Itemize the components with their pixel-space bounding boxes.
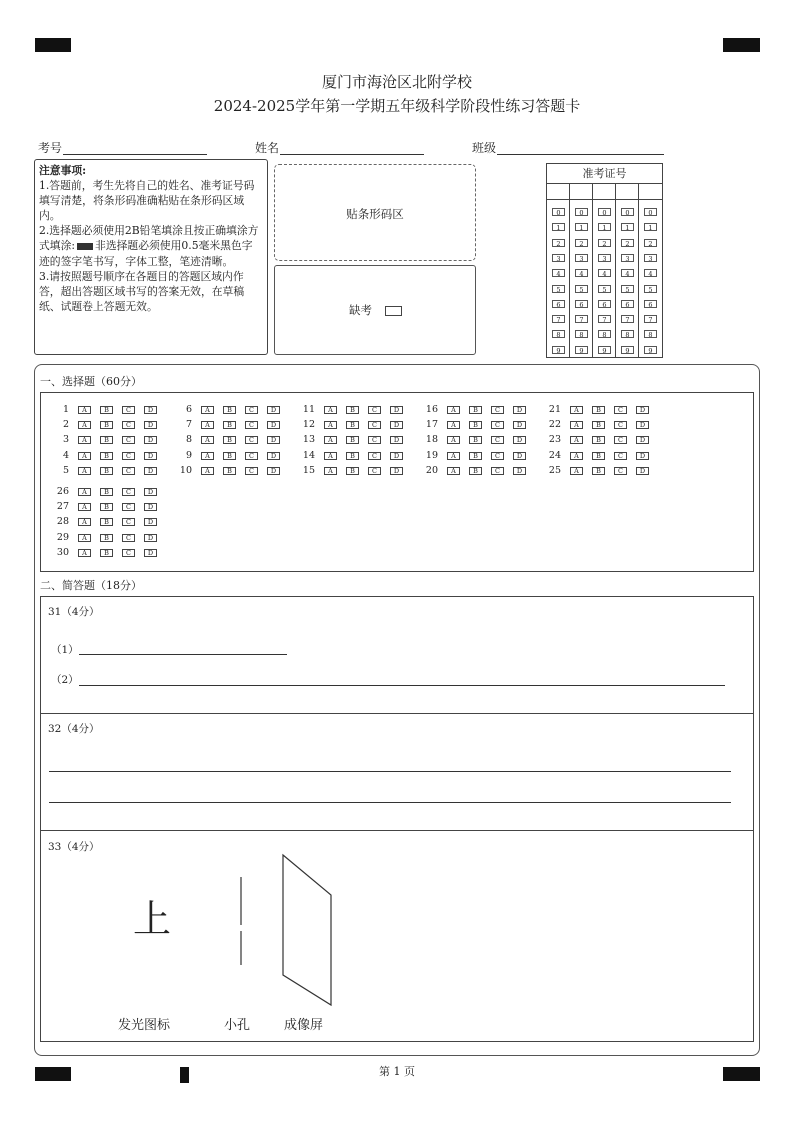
- option-bubble[interactable]: B: [100, 534, 113, 542]
- q32-label: 32（4分）: [48, 723, 100, 735]
- option-bubble[interactable]: C: [122, 503, 135, 511]
- exam-number-field[interactable]: [63, 140, 207, 155]
- exam-id-digit-bubble[interactable]: 9: [621, 346, 634, 354]
- question-number: 1: [62, 404, 69, 415]
- name-field[interactable]: [280, 140, 424, 155]
- exam-title: 2024-2025学年第一学期五年级科学阶段性练习答题卡: [213, 97, 581, 115]
- notice-item-1: 1.答题前，考生先将自己的姓名、准考证号码填写清楚，将条形码准确粘贴在条形码区域内。: [39, 179, 255, 223]
- option-bubble[interactable]: A: [201, 452, 214, 460]
- option-bubble[interactable]: D: [144, 549, 157, 557]
- option-bubble[interactable]: C: [122, 534, 135, 542]
- q31-answer-line-1[interactable]: [79, 654, 287, 655]
- question-number: 18: [425, 434, 438, 446]
- option-bubble[interactable]: A: [324, 421, 337, 429]
- notice-heading: 注意事项:: [39, 164, 87, 177]
- page-number: 第 1 页: [379, 1065, 415, 1078]
- question-number: 4: [62, 449, 69, 461]
- option-bubble[interactable]: D: [144, 421, 157, 429]
- question-number: 26: [56, 486, 69, 497]
- exam-id-digit-bubble[interactable]: 7: [644, 315, 657, 323]
- option-bubble[interactable]: D: [267, 436, 280, 444]
- option-bubble[interactable]: D: [144, 467, 157, 475]
- exam-id-digit-bubble[interactable]: 1: [621, 223, 634, 231]
- option-bubble[interactable]: D: [144, 518, 157, 526]
- option-bubble[interactable]: A: [78, 549, 91, 557]
- option-bubble[interactable]: C: [368, 436, 381, 444]
- option-bubble[interactable]: A: [78, 421, 91, 429]
- question-number: 27: [56, 501, 69, 513]
- option-bubble[interactable]: A: [324, 467, 337, 475]
- option-bubble[interactable]: C: [491, 406, 504, 414]
- option-bubble[interactable]: C: [491, 467, 504, 475]
- alignment-mark-top-right: [723, 38, 760, 52]
- option-bubble[interactable]: A: [324, 436, 337, 444]
- caption-light-source: 发光图标: [118, 1018, 171, 1033]
- option-bubble[interactable]: B: [100, 488, 113, 496]
- option-bubble[interactable]: B: [100, 406, 113, 414]
- option-bubble[interactable]: C: [122, 549, 135, 557]
- option-bubble[interactable]: D: [390, 467, 403, 475]
- option-bubble[interactable]: A: [570, 421, 583, 429]
- exam-id-column: [593, 183, 616, 357]
- field-label-name: 姓名: [255, 141, 280, 155]
- option-bubble[interactable]: B: [469, 467, 482, 475]
- exam-id-digit-bubble[interactable]: 6: [552, 300, 565, 308]
- caption-pinhole: 小孔: [224, 1018, 251, 1033]
- exam-id-digit-bubble[interactable]: 7: [552, 315, 565, 323]
- light-source-glyph: 上: [133, 897, 172, 941]
- absent-box: [274, 265, 476, 355]
- exam-id-column: [616, 183, 639, 357]
- option-bubble[interactable]: C: [614, 406, 627, 414]
- q32-answer-line-2[interactable]: [49, 802, 731, 803]
- exam-id-digit-bubble[interactable]: 1: [598, 223, 611, 231]
- exam-id-digit-bubble[interactable]: 3: [552, 254, 565, 262]
- option-bubble[interactable]: B: [346, 467, 359, 475]
- option-bubble[interactable]: C: [122, 518, 135, 526]
- exam-id-digit-bubble[interactable]: 2: [644, 239, 657, 247]
- option-bubble[interactable]: A: [447, 467, 460, 475]
- notice-item-2: [39, 223, 263, 268]
- exam-id-digit-bubble[interactable]: 3: [621, 254, 634, 262]
- q31-sub1-label: （1）: [51, 644, 79, 656]
- option-bubble[interactable]: D: [144, 436, 157, 444]
- option-bubble[interactable]: C: [122, 421, 135, 429]
- option-bubble[interactable]: A: [201, 406, 214, 414]
- option-bubble[interactable]: C: [491, 421, 504, 429]
- exam-id-digit-bubble[interactable]: 0: [575, 208, 588, 216]
- question-number: 24: [548, 449, 561, 461]
- exam-id-digit-bubble[interactable]: 6: [621, 300, 634, 308]
- option-bubble[interactable]: C: [368, 467, 381, 475]
- q31-sub2-label: （2）: [51, 674, 79, 686]
- option-bubble[interactable]: B: [469, 452, 482, 460]
- field-label-exam-number: 考号: [38, 141, 63, 155]
- option-bubble[interactable]: D: [636, 452, 649, 460]
- option-bubble[interactable]: A: [78, 503, 91, 511]
- question-number: 15: [302, 464, 315, 476]
- option-bubble[interactable]: B: [100, 452, 113, 460]
- option-bubble[interactable]: C: [245, 452, 258, 460]
- option-bubble[interactable]: A: [78, 518, 91, 526]
- exam-id-digit-bubble[interactable]: 0: [644, 208, 657, 216]
- question-number: 21: [548, 404, 561, 415]
- question-number: 5: [62, 464, 69, 476]
- exam-id-digit-bubble[interactable]: 8: [598, 330, 611, 338]
- barcode-area: [274, 164, 476, 261]
- option-bubble[interactable]: B: [100, 421, 113, 429]
- exam-id-digit-bubble[interactable]: 5: [598, 285, 611, 293]
- exam-id-digit-bubble[interactable]: 1: [575, 223, 588, 231]
- q33-area: [40, 830, 754, 1042]
- exam-id-write-cell[interactable]: [570, 183, 592, 200]
- option-bubble[interactable]: B: [592, 467, 605, 475]
- exam-id-digit-bubble[interactable]: 9: [552, 346, 565, 354]
- exam-id-grid: [546, 163, 663, 358]
- option-bubble[interactable]: B: [223, 436, 236, 444]
- exam-id-digit-bubble[interactable]: 5: [621, 285, 634, 293]
- exam-id-digit-bubble[interactable]: 8: [644, 330, 657, 338]
- exam-id-column: [547, 183, 570, 357]
- pinhole-diagram: [41, 831, 755, 1043]
- exam-id-digit-bubble[interactable]: 3: [598, 254, 611, 262]
- option-bubble[interactable]: A: [570, 436, 583, 444]
- question-number: 28: [56, 516, 69, 528]
- choice-area: [40, 392, 754, 572]
- exam-id-digit-bubble[interactable]: 8: [552, 330, 565, 338]
- question-number: 13: [302, 434, 315, 446]
- option-bubble[interactable]: B: [592, 436, 605, 444]
- notice-item-2b: 非选择题必须使用0.5毫米黑色字迹的签字笔书写，字体工整，笔迹清晰。: [39, 239, 253, 268]
- school-name: 厦门市海沧区北附学校: [321, 73, 472, 91]
- exam-id-digit-bubble[interactable]: 1: [644, 223, 657, 231]
- option-bubble[interactable]: C: [368, 452, 381, 460]
- question-number: 2: [62, 419, 69, 431]
- option-bubble[interactable]: B: [469, 436, 482, 444]
- option-bubble[interactable]: A: [447, 452, 460, 460]
- class-field[interactable]: [497, 140, 664, 155]
- question-number: 10: [179, 464, 192, 476]
- option-bubble[interactable]: D: [513, 406, 526, 414]
- exam-id-digit-bubble[interactable]: 0: [598, 208, 611, 216]
- question-number: 17: [425, 419, 438, 431]
- option-bubble[interactable]: B: [346, 436, 359, 444]
- exam-id-digit-bubble[interactable]: 7: [598, 315, 611, 323]
- exam-id-digit-bubble[interactable]: 2: [621, 239, 634, 247]
- option-bubble[interactable]: A: [570, 406, 583, 414]
- option-bubble[interactable]: D: [390, 436, 403, 444]
- exam-id-digit-bubble[interactable]: 3: [644, 254, 657, 262]
- question-number: 25: [548, 464, 561, 476]
- question-number: 30: [56, 546, 69, 558]
- exam-id-digit-bubble[interactable]: 9: [644, 346, 657, 354]
- option-bubble[interactable]: D: [267, 421, 280, 429]
- option-bubble[interactable]: C: [614, 467, 627, 475]
- option-bubble[interactable]: A: [447, 421, 460, 429]
- exam-id-write-cell[interactable]: [593, 183, 615, 200]
- exam-id-digit-bubble[interactable]: 7: [621, 315, 634, 323]
- option-bubble[interactable]: C: [368, 406, 381, 414]
- question-number: 7: [185, 419, 192, 431]
- option-bubble[interactable]: C: [614, 452, 627, 460]
- exam-id-write-cell[interactable]: [639, 183, 662, 200]
- exam-id-digit-bubble[interactable]: 4: [598, 269, 611, 277]
- question-number: 12: [302, 419, 315, 431]
- question-number: 19: [425, 449, 438, 461]
- exam-id-digit-bubble[interactable]: 0: [552, 208, 565, 216]
- option-bubble[interactable]: B: [346, 452, 359, 460]
- option-bubble[interactable]: B: [592, 452, 605, 460]
- exam-id-digit-bubble[interactable]: 2: [552, 239, 565, 247]
- option-bubble[interactable]: B: [223, 452, 236, 460]
- q31-area: [40, 596, 754, 714]
- question-number: 16: [425, 404, 438, 415]
- exam-id-digit-bubble[interactable]: 5: [644, 285, 657, 293]
- option-bubble[interactable]: B: [223, 467, 236, 475]
- option-bubble[interactable]: C: [614, 436, 627, 444]
- option-bubble[interactable]: A: [324, 452, 337, 460]
- caption-screen: 成像屏: [284, 1018, 324, 1033]
- option-bubble[interactable]: B: [223, 406, 236, 414]
- question-number: 3: [62, 434, 69, 446]
- option-bubble[interactable]: A: [447, 406, 460, 414]
- exam-id-title: 准考证号: [547, 164, 662, 184]
- option-bubble[interactable]: A: [78, 436, 91, 444]
- option-bubble[interactable]: C: [491, 452, 504, 460]
- exam-id-digit-bubble[interactable]: 9: [598, 346, 611, 354]
- option-bubble[interactable]: A: [78, 452, 91, 460]
- q33-label: 33（4分）: [48, 841, 100, 853]
- option-bubble[interactable]: D: [513, 421, 526, 429]
- question-number: 14: [302, 449, 315, 461]
- option-bubble[interactable]: A: [570, 452, 583, 460]
- question-number: 23: [548, 434, 561, 446]
- option-bubble[interactable]: A: [78, 406, 91, 414]
- option-bubble[interactable]: D: [144, 534, 157, 542]
- question-number: 8: [185, 434, 192, 446]
- exam-id-digit-bubble[interactable]: 3: [575, 254, 588, 262]
- exam-id-digit-bubble[interactable]: 5: [552, 285, 565, 293]
- option-bubble[interactable]: B: [592, 406, 605, 414]
- notice-item-3: 3.请按照题号顺序在各题目的答题区域内作答，超出答题区域书写的答案无效，在草稿纸、试题卷上答题无效。: [39, 269, 245, 313]
- exam-id-digit-bubble[interactable]: 8: [621, 330, 634, 338]
- option-bubble[interactable]: C: [122, 436, 135, 444]
- option-bubble[interactable]: A: [324, 406, 337, 414]
- option-bubble[interactable]: C: [122, 467, 135, 475]
- option-bubble[interactable]: B: [100, 436, 113, 444]
- option-bubble[interactable]: A: [447, 436, 460, 444]
- option-bubble[interactable]: B: [100, 549, 113, 557]
- option-bubble[interactable]: C: [122, 452, 135, 460]
- option-bubble[interactable]: D: [390, 452, 403, 460]
- option-bubble[interactable]: A: [201, 436, 214, 444]
- option-bubble[interactable]: A: [201, 467, 214, 475]
- option-bubble[interactable]: D: [513, 452, 526, 460]
- option-bubble[interactable]: D: [267, 452, 280, 460]
- option-bubble[interactable]: D: [267, 467, 280, 475]
- question-number: 6: [185, 404, 192, 415]
- option-bubble[interactable]: C: [368, 421, 381, 429]
- notice-item-2a: 2.选择题必须使用2B铅笔填涂且按正确填涂方式填涂:: [39, 224, 259, 253]
- option-bubble[interactable]: D: [513, 467, 526, 475]
- question-number: 20: [425, 464, 438, 476]
- alignment-mark-top-left: [35, 38, 71, 52]
- exam-id-column: [639, 183, 662, 357]
- option-bubble[interactable]: D: [144, 452, 157, 460]
- notice-box: [34, 159, 268, 355]
- exam-id-write-cell[interactable]: [547, 183, 569, 200]
- option-bubble[interactable]: C: [245, 421, 258, 429]
- q32-answer-line-1[interactable]: [49, 771, 731, 772]
- option-bubble[interactable]: D: [267, 406, 280, 414]
- option-bubble[interactable]: D: [513, 436, 526, 444]
- absent-label: 缺考: [349, 303, 372, 317]
- exam-id-digit-bubble[interactable]: 9: [575, 346, 588, 354]
- exam-id-digit-bubble[interactable]: 8: [575, 330, 588, 338]
- option-bubble[interactable]: C: [491, 436, 504, 444]
- q31-answer-line-2[interactable]: [79, 685, 725, 686]
- image-screen: [283, 855, 331, 1005]
- option-bubble[interactable]: A: [570, 467, 583, 475]
- fill-sample-icon: [77, 243, 93, 250]
- q31-label: 31（4分）: [48, 606, 100, 618]
- option-bubble[interactable]: C: [245, 406, 258, 414]
- option-bubble[interactable]: B: [346, 421, 359, 429]
- option-bubble[interactable]: D: [636, 406, 649, 414]
- option-bubble[interactable]: A: [201, 421, 214, 429]
- option-bubble[interactable]: B: [223, 421, 236, 429]
- option-bubble[interactable]: B: [346, 406, 359, 414]
- option-bubble[interactable]: D: [636, 467, 649, 475]
- section2-title: 二、简答题（18分）: [40, 579, 142, 592]
- option-bubble[interactable]: D: [636, 421, 649, 429]
- exam-id-digit-bubble[interactable]: 6: [644, 300, 657, 308]
- absent-checkbox[interactable]: [385, 306, 402, 316]
- option-bubble[interactable]: C: [614, 421, 627, 429]
- exam-id-digit-bubble[interactable]: 2: [575, 239, 588, 247]
- exam-id-digit-bubble[interactable]: 4: [621, 269, 634, 277]
- exam-id-digit-bubble[interactable]: 4: [575, 269, 588, 277]
- option-bubble[interactable]: B: [100, 518, 113, 526]
- exam-id-column: [570, 183, 593, 357]
- question-number: 9: [185, 449, 192, 461]
- option-bubble[interactable]: D: [636, 436, 649, 444]
- exam-id-digit-bubble[interactable]: 6: [575, 300, 588, 308]
- section1-title: 一、选择题（60分）: [40, 375, 142, 388]
- option-bubble[interactable]: C: [122, 406, 135, 414]
- option-bubble[interactable]: C: [122, 488, 135, 496]
- option-bubble[interactable]: B: [100, 503, 113, 511]
- option-bubble[interactable]: A: [78, 488, 91, 496]
- exam-id-digit-bubble[interactable]: 1: [552, 223, 565, 231]
- option-bubble[interactable]: B: [469, 406, 482, 414]
- option-bubble[interactable]: A: [78, 534, 91, 542]
- exam-id-write-cell[interactable]: [616, 183, 638, 200]
- option-bubble[interactable]: B: [469, 421, 482, 429]
- question-number: 29: [56, 531, 69, 543]
- exam-id-digit-bubble[interactable]: 2: [598, 239, 611, 247]
- exam-id-digit-bubble[interactable]: 4: [552, 269, 565, 277]
- field-label-class: 班级: [472, 141, 497, 155]
- exam-id-digit-bubble[interactable]: 7: [575, 315, 588, 323]
- exam-id-digit-bubble[interactable]: 4: [644, 269, 657, 277]
- option-bubble[interactable]: B: [592, 421, 605, 429]
- question-number: 22: [548, 419, 561, 431]
- option-bubble[interactable]: C: [245, 436, 258, 444]
- option-bubble[interactable]: D: [144, 503, 157, 511]
- exam-id-digit-bubble[interactable]: 6: [598, 300, 611, 308]
- option-bubble[interactable]: D: [144, 488, 157, 496]
- barcode-label: 贴条形码区: [346, 207, 404, 221]
- exam-id-digit-bubble[interactable]: 5: [575, 285, 588, 293]
- option-bubble[interactable]: D: [144, 406, 157, 414]
- option-bubble[interactable]: C: [245, 467, 258, 475]
- option-bubble[interactable]: D: [390, 406, 403, 414]
- option-bubble[interactable]: D: [390, 421, 403, 429]
- exam-id-digit-bubble[interactable]: 0: [621, 208, 634, 216]
- option-bubble[interactable]: B: [100, 467, 113, 475]
- question-number: 11: [302, 404, 315, 415]
- q32-area: [40, 713, 754, 831]
- option-bubble[interactable]: A: [78, 467, 91, 475]
